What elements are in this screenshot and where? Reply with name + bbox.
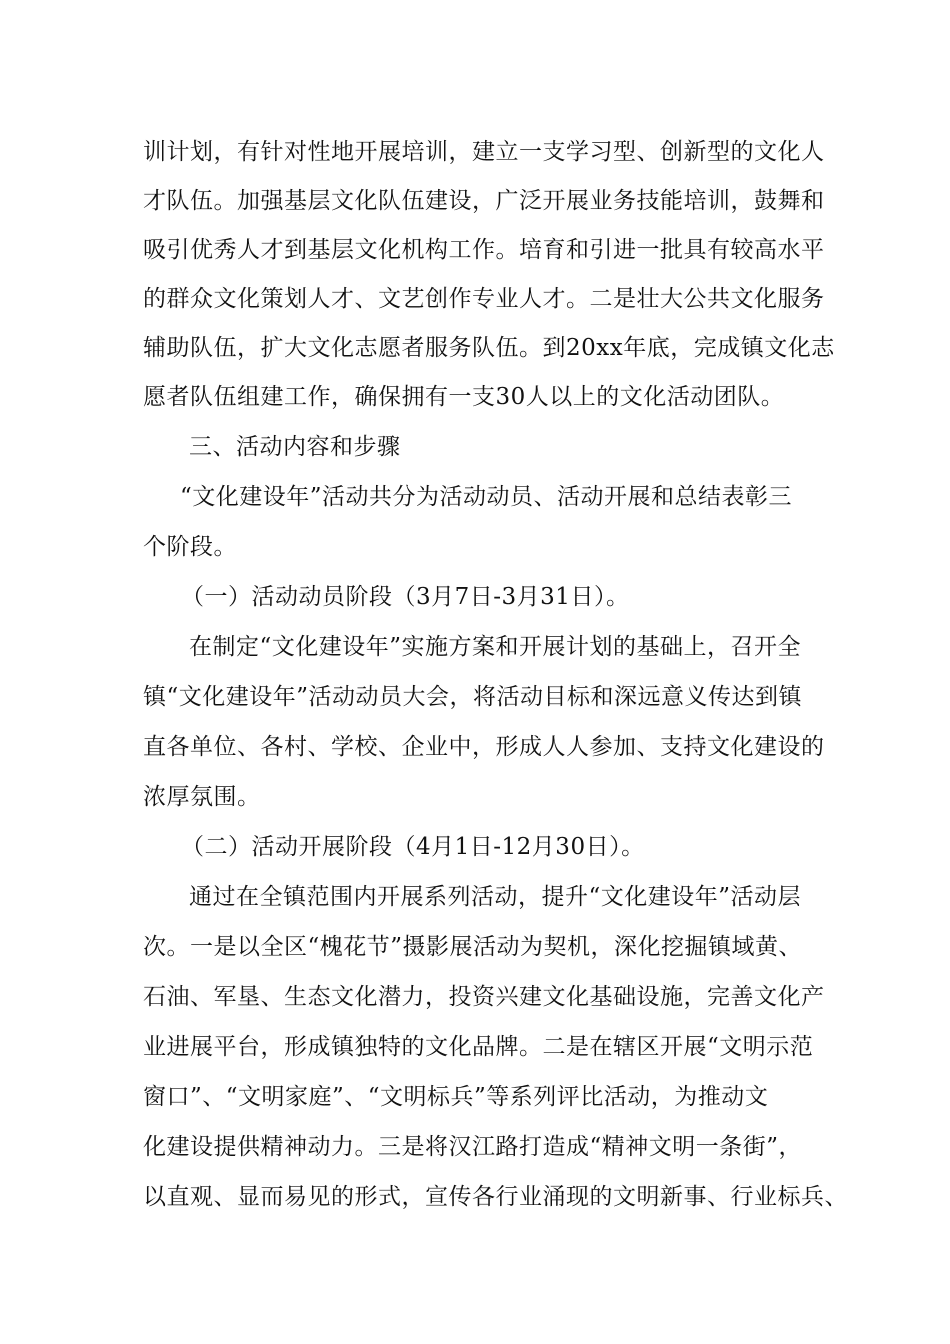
text-line: 个阶段。 [143,534,237,560]
text-line: 化建设提供精神动力。三是将汉江路打造成“精神文明一条街”， [143,1134,803,1160]
text-line: 以直观、显而易见的形式，宣传各行业涌现的文明新事、行业标兵、 [143,1184,848,1210]
text-line: 石油、军垦、生态文化潜力，投资兴建文化基础设施，完善文化产 [143,984,825,1010]
text-line: 训计划，有针对性地开展培训，建立一支学习型、创新型的文化人 [143,139,825,165]
text-line: 才队伍。加强基层文化队伍建设，广泛开展业务技能培训，鼓舞和 [143,188,825,214]
text-line: 通过在全镇范围内开展系列活动，提升“文化建设年”活动层 [189,884,802,910]
text-line: 在制定“文化建设年”实施方案和开展计划的基础上，召开全 [189,634,802,660]
text-line: 镇“文化建设年”活动动员大会，将活动目标和深远意义传达到镇 [143,684,803,710]
text-line: 直各单位、各村、学校、企业中，形成人人参加、支持文化建设的 [143,734,825,760]
subsection-heading: （二）活动开展阶段（4月1日-12月30日）。 [181,834,645,860]
text-line: 辅助队伍，扩大文化志愿者服务队伍。到20xx年底，完成镇文化志 [143,335,835,361]
text-line: 浓厚氛围。 [143,784,261,810]
text-line: 的群众文化策划人才、文艺创作专业人才。二是壮大公共文化服务 [143,286,825,312]
text-line: 窗口”、“文明家庭”、“文明标兵”等系列评比活动，为推动文 [143,1084,769,1110]
subsection-heading: （一）活动动员阶段（3月7日-3月31日）。 [181,584,630,610]
section-heading: 三、活动内容和步骤 [189,434,401,460]
text-line: 吸引优秀人才到基层文化机构工作。培育和引进一批具有较高水平 [143,237,825,263]
text-line: 愿者队伍组建工作，确保拥有一支30人以上的文化活动团队。 [143,384,785,410]
text-line: 次。一是以全区“槐花节”摄影展活动为契机，深化挖掘镇域黄、 [143,934,803,960]
text-line: 业进展平台，形成镇独特的文化品牌。二是在辖区开展“文明示范 [143,1034,814,1060]
text-line: “文化建设年”活动共分为活动动员、活动开展和总结表彰三 [180,484,793,510]
